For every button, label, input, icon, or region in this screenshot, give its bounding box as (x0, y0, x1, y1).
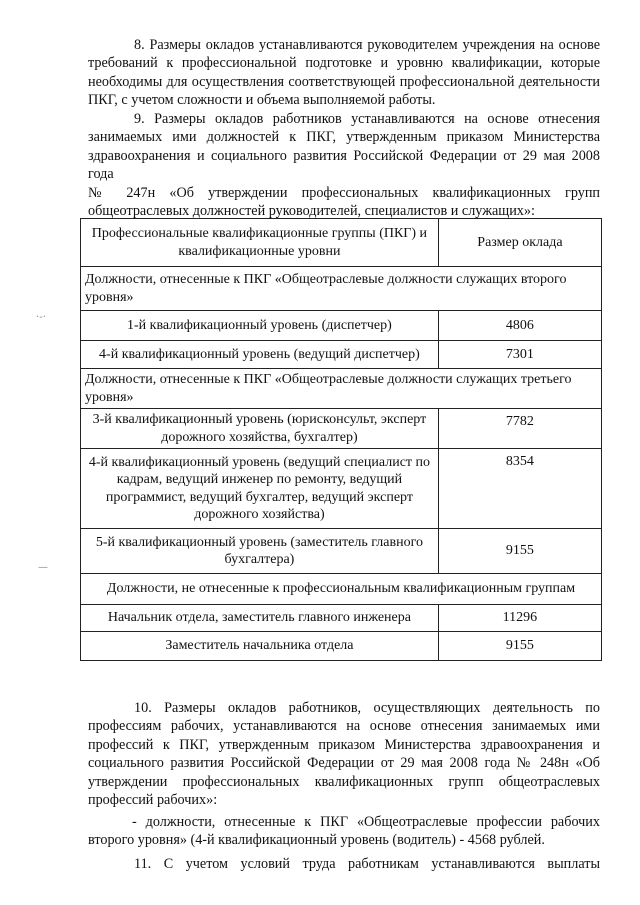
table-row (81, 449, 602, 529)
text-line: профессиям рабочих, устанавливаются на основе отнесения занимаемых ими (88, 718, 600, 735)
text-line: ПКГ, с учетом сложности и объема выполняемой работы. (88, 92, 436, 109)
level-cell: 3-й квалификационный уровень (юрисконсульт, эксперт дорожного хозяйства, бухгалтер) (81, 409, 439, 449)
text-line: профессий рабочих»: (88, 792, 218, 809)
group-row (81, 267, 602, 311)
level-cell: 1-й квалификационный уровень (диспетчер) (81, 311, 439, 341)
table-row (81, 529, 602, 574)
level-cell: 4-й квалификационный уровень (ведущий диспетчер) (81, 341, 439, 369)
level-cell: 4-й квалификационный уровень (ведущий специалист по кадрам, ведущий инженер по ремонту, ведущий программист, ведущий бухгалтер, ведущий эксперт дорожного хозяйства) (81, 449, 439, 529)
level-cell: Заместитель начальника отдела (81, 632, 439, 661)
text-line: общеотраслевых должностей руководителей, специалистов и служащих»: (88, 203, 535, 220)
header-pkg: Профессиональные квалификационные группы (ПКГ) и квалификационные уровни (81, 219, 439, 267)
text-line: занимаемых ими должностей к ПКГ, утвержденным приказом Министерства (88, 129, 600, 146)
table-row (81, 311, 602, 341)
text-line: второго уровня» (4-й квалификационный уровень (водитель) - 4568 рублей. (88, 832, 545, 849)
salary-table (80, 218, 602, 661)
salary-cell: 9155 (438, 632, 601, 661)
text-line: здравоохранения и социального развития Российской Федерации от 29 мая 2008 года (88, 147, 600, 183)
text-line: профессий к ПКГ, утвержденным приказом Министерства здравоохранения и (88, 736, 600, 753)
group-row (81, 369, 602, 409)
text-line: утверждении профессиональных квалификационных групп общеотраслевых (88, 773, 600, 790)
margin-mark: ·-· (36, 312, 46, 323)
text-line: - должности, отнесенные к ПКГ «Общеотраслевые профессии рабочих (132, 814, 600, 830)
table-row (81, 409, 602, 449)
table-row (81, 341, 602, 369)
margin-mark: — (38, 562, 48, 573)
paragraph-11 (88, 855, 600, 873)
text-line: № 247н «Об утверждении профессиональных квалификационных групп (88, 184, 600, 201)
salary-cell: 4806 (438, 311, 601, 341)
level-cell: Начальник отдела, заместитель главного инженера (81, 605, 439, 632)
table-row (81, 632, 602, 661)
text-line: социального развития Российской Федерации от 29 мая 2008 года № 248н «Об (88, 755, 600, 772)
level-cell: 5-й квалификационный уровень (заместитель главного бухгалтера) (81, 529, 439, 574)
paragraph-10 (88, 699, 600, 809)
salary-cell: 8354 (438, 449, 601, 529)
text-line: 10. Размеры окладов работников, осуществляющих деятельность по (134, 700, 600, 716)
group-label: Должности, не отнесенные к профессиональным квалификационным группам (81, 574, 602, 605)
salary-cell: 11296 (438, 605, 601, 632)
paragraph-10-list-item (88, 813, 600, 850)
group-row (81, 574, 602, 605)
table-header-row (81, 219, 602, 267)
text-line: 11. С учетом условий труда работникам устанавливаются выплаты (134, 856, 600, 872)
text-line: необходимы для осуществления соответствующей профессиональной деятельности (88, 73, 600, 90)
text-line: 9. Размеры окладов работников устанавливаются на основе отнесения (134, 111, 600, 127)
paragraph-9 (88, 110, 600, 220)
paragraph-8 (88, 36, 600, 110)
salary-cell: 7782 (438, 409, 601, 449)
salary-cell: 9155 (438, 529, 601, 574)
text-line: 8. Размеры окладов устанавливаются руководителем учреждения на основе (134, 37, 600, 53)
header-salary: Размер оклада (438, 219, 601, 267)
table-row (81, 605, 602, 632)
salary-cell: 7301 (438, 341, 601, 369)
group-label: Должности, отнесенные к ПКГ «Общеотраслевые должности служащих второго уровня» (81, 267, 602, 311)
text-line: требований к профессиональной подготовке и уровню квалификации, которые (88, 55, 600, 72)
group-label: Должности, отнесенные к ПКГ «Общеотраслевые должности служащих третьего уровня» (81, 369, 602, 409)
